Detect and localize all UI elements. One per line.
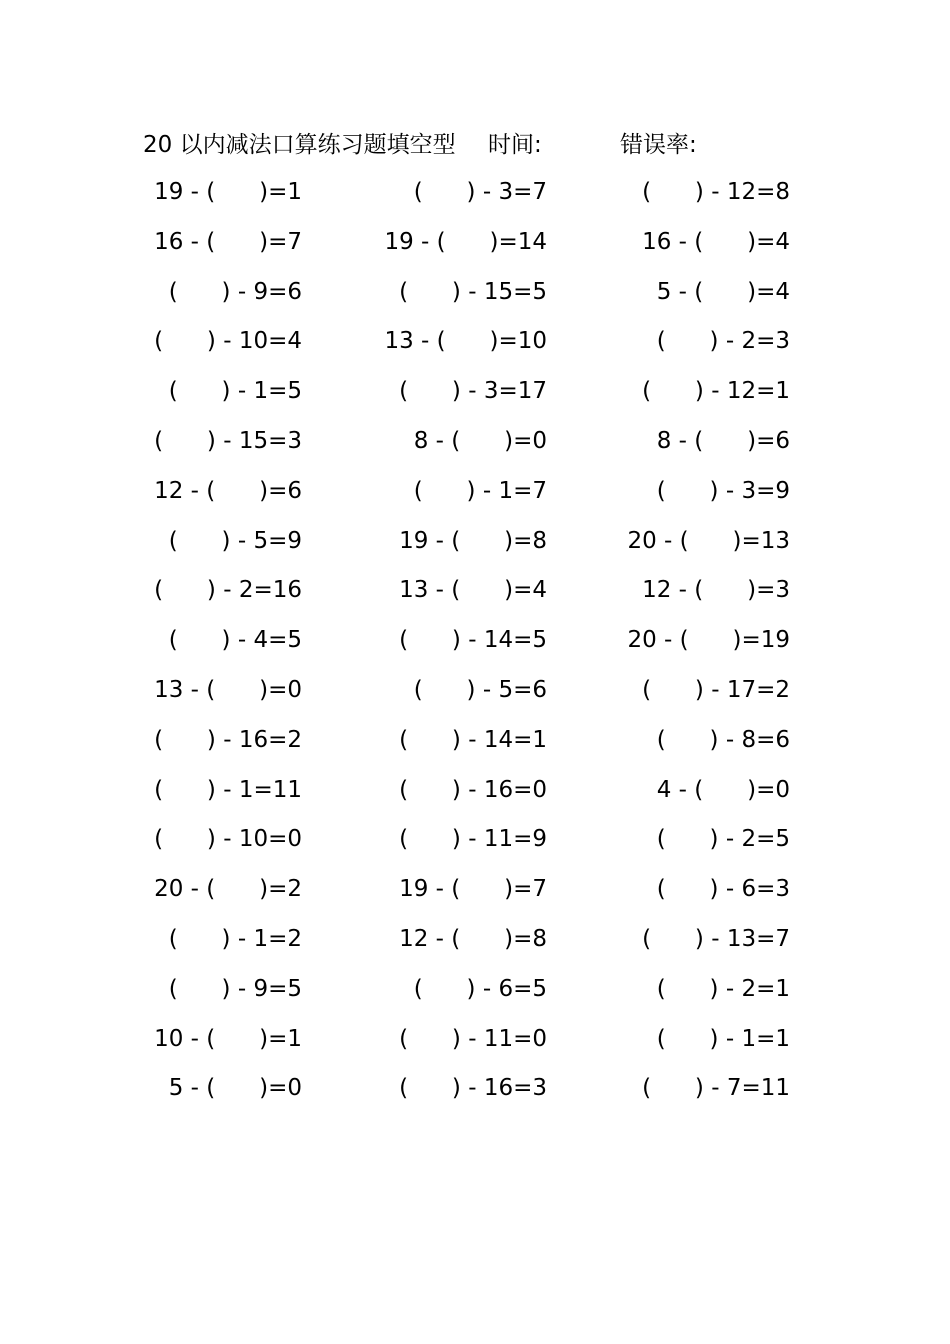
problem: ( ) - 15=3 xyxy=(154,427,302,454)
problem: 16 - ( )=7 xyxy=(154,228,302,255)
problem-row xyxy=(0,1070,950,1120)
problem: ( ) - 3=9 xyxy=(656,477,790,504)
problem: ( ) - 5=6 xyxy=(413,676,547,703)
problem: ( ) - 16=3 xyxy=(399,1075,547,1102)
problem: ( ) - 11=0 xyxy=(399,1025,547,1052)
problem: ( ) - 1=5 xyxy=(168,378,302,405)
problem: 16 - ( )=4 xyxy=(642,228,790,255)
problem: ( ) - 3=17 xyxy=(399,378,547,405)
problem-grid xyxy=(0,174,950,1120)
problem: 10 - ( )=1 xyxy=(154,1025,302,1052)
problem: ( ) - 9=6 xyxy=(168,278,302,305)
problem-row xyxy=(0,224,950,274)
problem-row xyxy=(0,821,950,871)
problem: ( ) - 16=0 xyxy=(399,776,547,803)
problem-row xyxy=(0,523,950,573)
problem-row xyxy=(0,423,950,473)
problem: 8 - ( )=6 xyxy=(656,427,790,454)
problem: 20 - ( )=2 xyxy=(154,876,302,903)
problem: ( ) - 5=9 xyxy=(168,527,302,554)
problem-row xyxy=(0,572,950,622)
error-rate-label: 错误率: xyxy=(620,132,697,158)
problem: ( ) - 3=7 xyxy=(413,179,547,205)
problem-row xyxy=(0,871,950,921)
problem: 19 - ( )=7 xyxy=(399,876,547,903)
problem: ( ) - 6=5 xyxy=(413,975,547,1002)
problem: ( ) - 12=1 xyxy=(642,378,790,405)
problem: ( ) - 1=11 xyxy=(154,776,302,803)
problem: 5 - ( )=4 xyxy=(656,278,790,305)
problem: 13 - ( )=4 xyxy=(399,577,547,604)
problem: ( ) - 4=5 xyxy=(168,627,302,654)
problem: ( ) - 16=2 xyxy=(154,726,302,753)
problem: 13 - ( )=10 xyxy=(384,328,547,355)
problem: ( ) - 6=3 xyxy=(656,876,790,903)
problem: ( ) - 2=16 xyxy=(154,577,302,604)
problem: ( ) - 2=5 xyxy=(656,826,790,853)
problem: 4 - ( )=0 xyxy=(656,776,790,803)
problem-row xyxy=(0,672,950,722)
problem: 20 - ( )=13 xyxy=(627,527,790,554)
problem: 12 - ( )=3 xyxy=(642,577,790,604)
problem: 13 - ( )=0 xyxy=(154,676,302,703)
problem-row xyxy=(0,323,950,373)
problem-row xyxy=(0,921,950,971)
problem: 8 - ( )=0 xyxy=(413,427,547,454)
problem: 5 - ( )=0 xyxy=(168,1075,302,1102)
problem: ( ) - 14=5 xyxy=(399,627,547,654)
problem: ( ) - 17=2 xyxy=(642,676,790,703)
problem: 12 - ( )=8 xyxy=(399,925,547,952)
problem: 20 - ( )=19 xyxy=(627,627,790,654)
problem-row xyxy=(0,174,950,224)
problem: ( ) - 12=8 xyxy=(642,179,790,205)
problem: ( ) - 10=4 xyxy=(154,328,302,355)
problem: ( ) - 14=1 xyxy=(399,726,547,753)
problem: ( ) - 13=7 xyxy=(642,925,790,952)
problem: ( ) - 8=6 xyxy=(656,726,790,753)
problem-row xyxy=(0,274,950,324)
problem-row xyxy=(0,373,950,423)
problem: ( ) - 1=2 xyxy=(168,925,302,952)
problem-row xyxy=(0,622,950,672)
problem: 19 - ( )=8 xyxy=(399,527,547,554)
problem: ( ) - 9=5 xyxy=(168,975,302,1002)
problem: ( ) - 10=0 xyxy=(154,826,302,853)
problem: ( ) - 2=3 xyxy=(656,328,790,355)
problem-row xyxy=(0,971,950,1021)
problem-row xyxy=(0,722,950,772)
time-label: 时间: xyxy=(488,132,542,158)
problem: 19 - ( )=1 xyxy=(154,179,302,205)
problem: 12 - ( )=6 xyxy=(154,477,302,504)
worksheet-header xyxy=(143,126,763,160)
problem-row xyxy=(0,772,950,822)
problem: ( ) - 7=11 xyxy=(642,1075,790,1102)
problem-row xyxy=(0,1021,950,1071)
problem: 19 - ( )=14 xyxy=(384,228,547,255)
problem: ( ) - 11=9 xyxy=(399,826,547,853)
worksheet-title: 20 以内减法口算练习题填空型 xyxy=(143,132,456,158)
problem: ( ) - 2=1 xyxy=(656,975,790,1002)
problem-row xyxy=(0,473,950,523)
problem: ( ) - 1=1 xyxy=(656,1025,790,1052)
problem: ( ) - 15=5 xyxy=(399,278,547,305)
problem: ( ) - 1=7 xyxy=(413,477,547,504)
